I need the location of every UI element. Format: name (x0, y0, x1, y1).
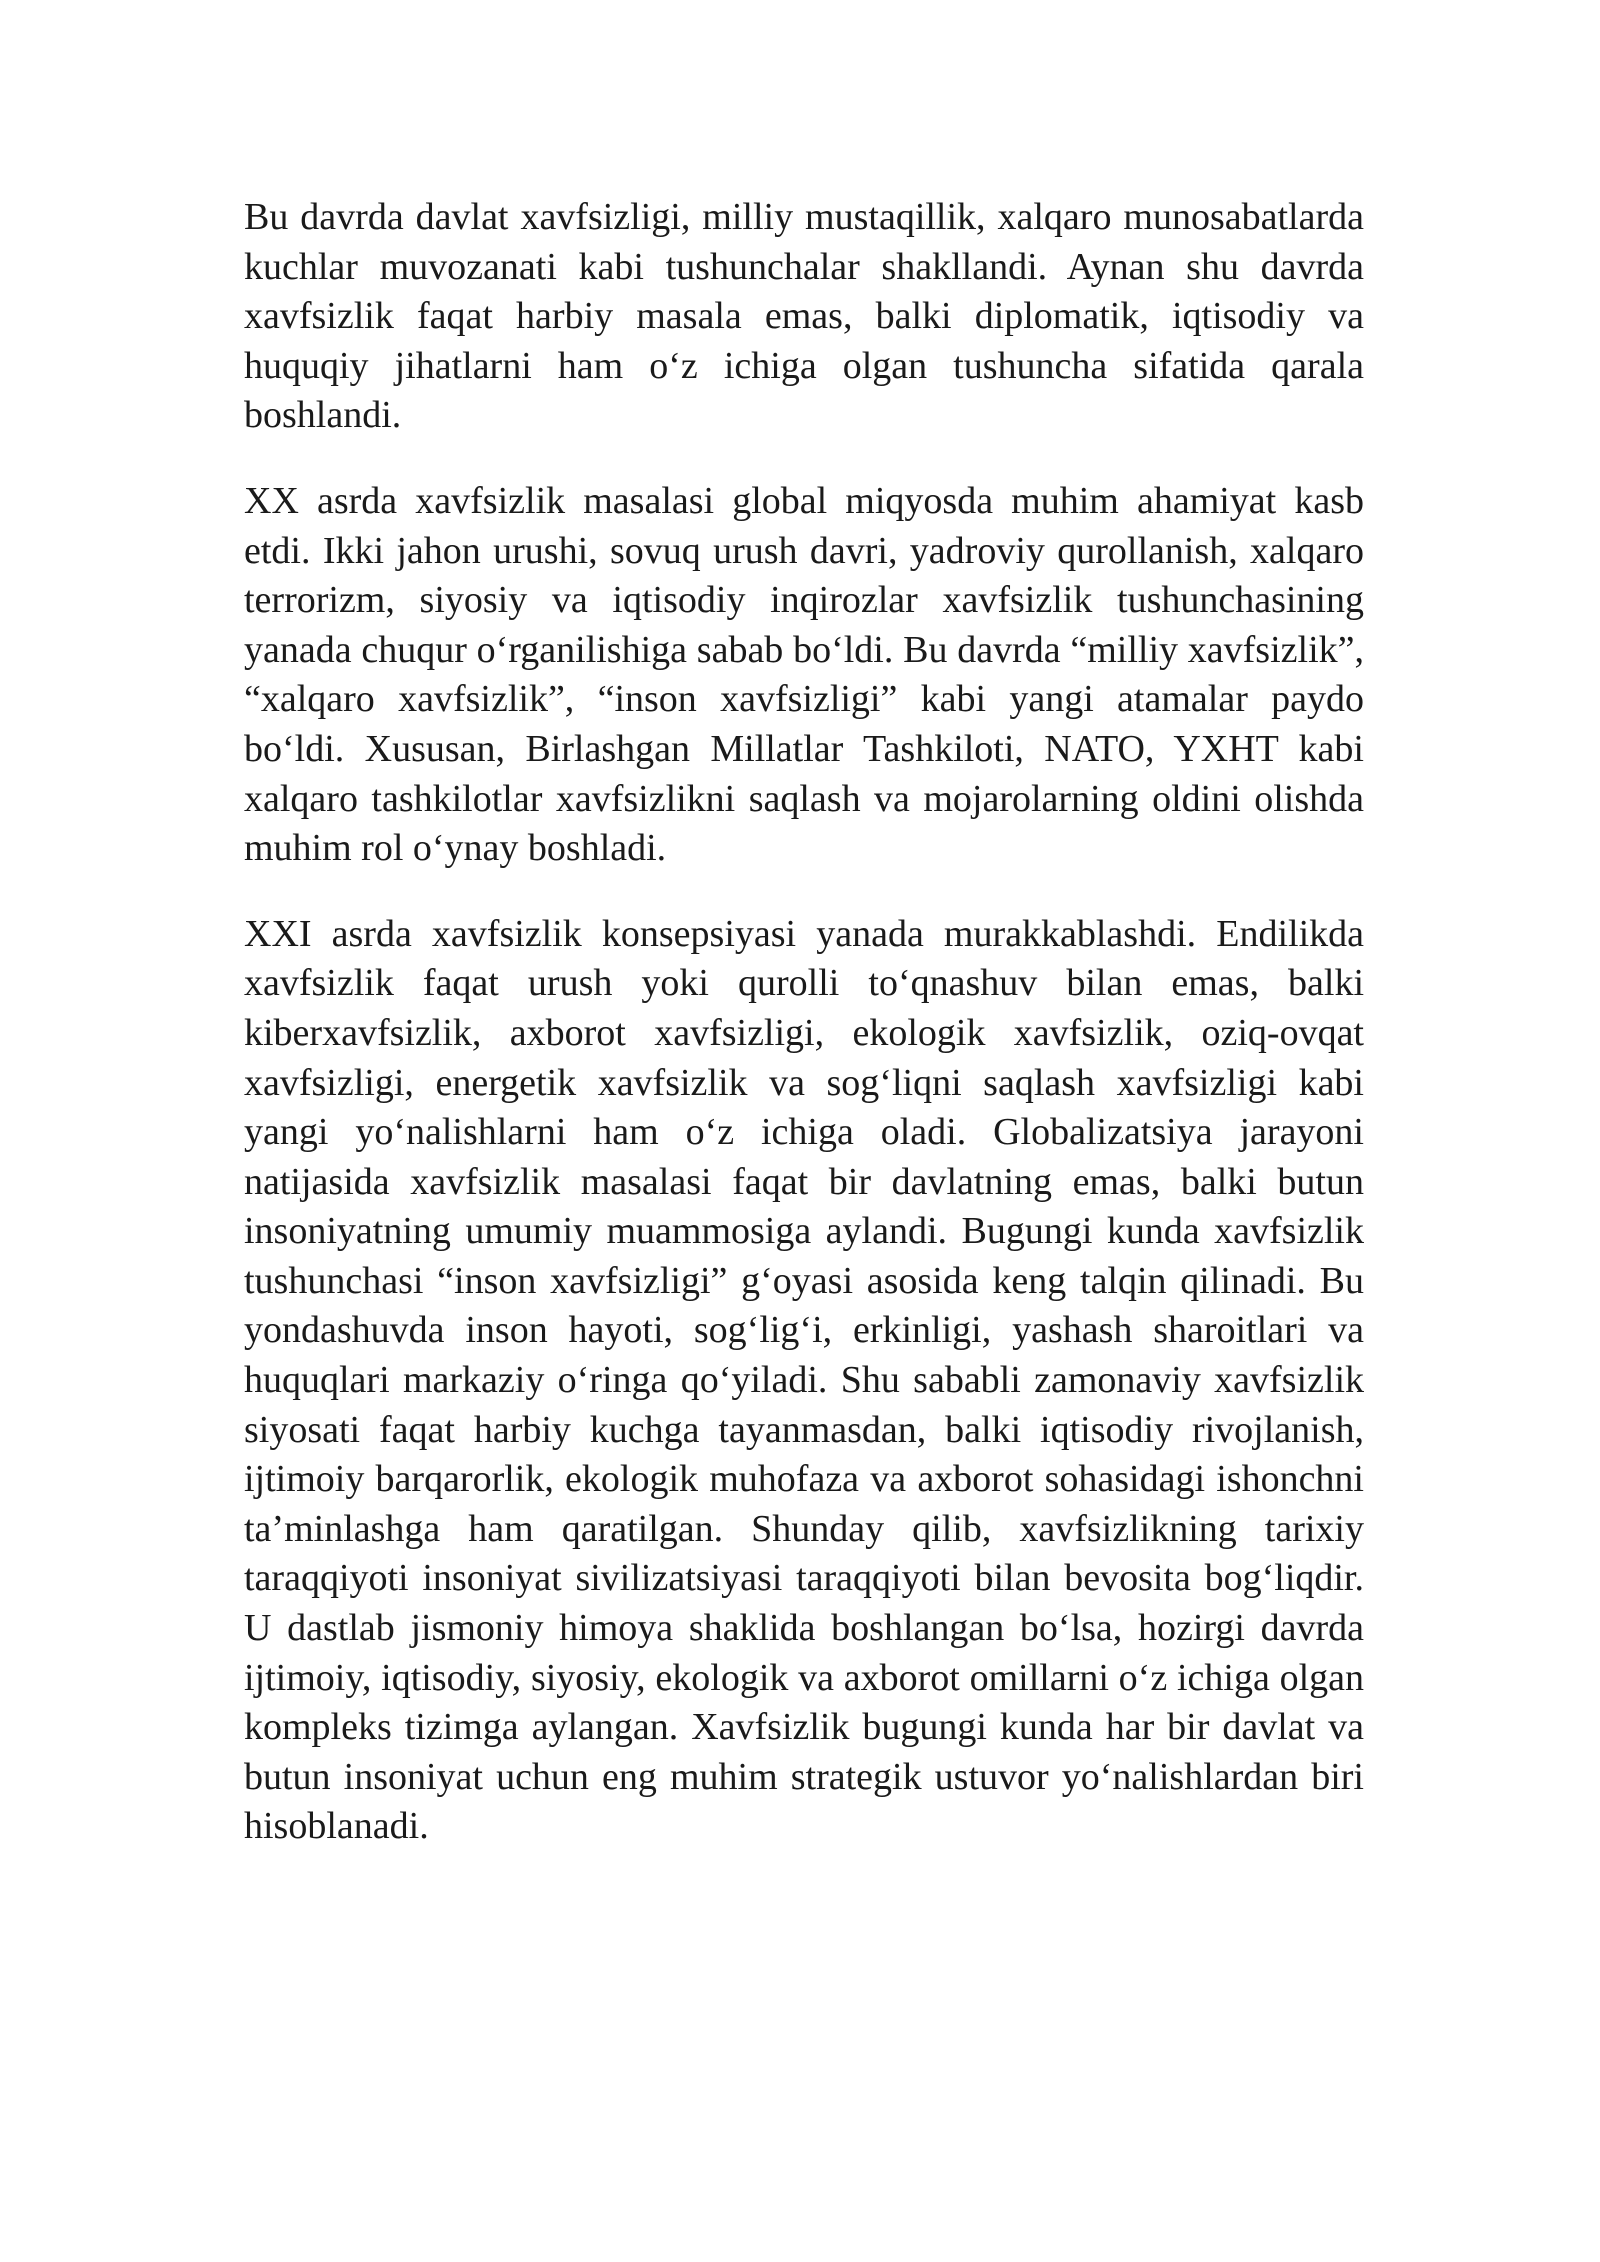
document-body (244, 193, 1364, 1888)
paragraph-1: Bu davrda davlat xavfsizligi, milliy mustaqillik, xalqaro munosabatlarda kuchlar muvozanati kabi tushunchalar shakllandi. Aynan shu davrda xavfsizlik faqat harbiy masala emas, balki diplomatik, iqtisodiy va huquqiy jihatlarni ham o‘z ichiga olgan tushuncha sifatida qarala boshlandi. (244, 196, 1364, 437)
paragraph-2: XX asrda xavfsizlik masalasi global miqyosda muhim ahamiyat kasb etdi. Ikki jahon urushi, sovuq urush davri, yadroviy qurollanish, xalqaro terrorizm, siyosiy va iqtisodiy inqirozlar xavfsizlik tushunchasining yanada chuqur o‘rganilishiga sabab bo‘ldi. Bu davrda “milliy xavfsizlik”, “xalqaro xavfsizlik”, “inson xavfsizligi” kabi yangi atamalar paydo bo‘ldi. Xususan, Birlashgan Millatlar Tashkiloti, NATO, YXHT kabi xalqaro tashkilotlar xavfsizlikni saqlash va mojarolarning oldini olishda muhim rol o‘ynay boshladi. (244, 479, 1364, 870)
paragraph-3: XXI asrda xavfsizlik konsepsiyasi yanada murakkablashdi. Endilikda xavfsizlik faqat urush yoki qurolli to‘qnashuv bilan emas, balki kiberxavfsizlik, axborot xavfsizligi, ekologik xavfsizlik, oziq-ovqat xavfsizligi, energetik xavfsizlik va sog‘liqni saqlash xavfsizligi kabi yangi yo‘nalishlarni ham o‘z ichiga oladi. Globalizatsiya jarayoni natijasida xavfsizlik masalasi faqat bir davlatning emas, balki butun insoniyatning umumiy muammosiga aylandi. Bugungi kunda xavfsizlik tushunchasi “inson xavfsizligi” g‘oyasi asosida keng talqin qilinadi. Bu yondashuvda inson hayoti, sog‘lig‘i, erkinligi, yashash sharoitlari va huquqlari markaziy o‘ringa qo‘yiladi. Shu sababli zamonaviy xavfsizlik siyosati faqat harbiy kuchga tayanmasdan, balki iqtisodiy rivojlanish, ijtimoiy barqarorlik, ekologik muhofaza va axborot sohasidagi ishonchni ta’minlashga ham qaratilgan. Shunday qilib, xavfsizlikning tarixiy taraqqiyoti insoniyat sivilizatsiyasi taraqqiyoti bilan bevosita bog‘liqdir. U dastlab jismoniy himoya shaklida boshlangan bo‘lsa, hozirgi davrda ijtimoiy, iqtisodiy, siyosiy, ekologik va axborot omillarni o‘z ichiga olgan kompleks tizimga aylangan. Xavfsizlik bugungi kunda har bir davlat va butun insoniyat uchun eng muhim strategik ustuvor yo‘nalishlardan biri hisoblanadi. (244, 912, 1364, 1848)
